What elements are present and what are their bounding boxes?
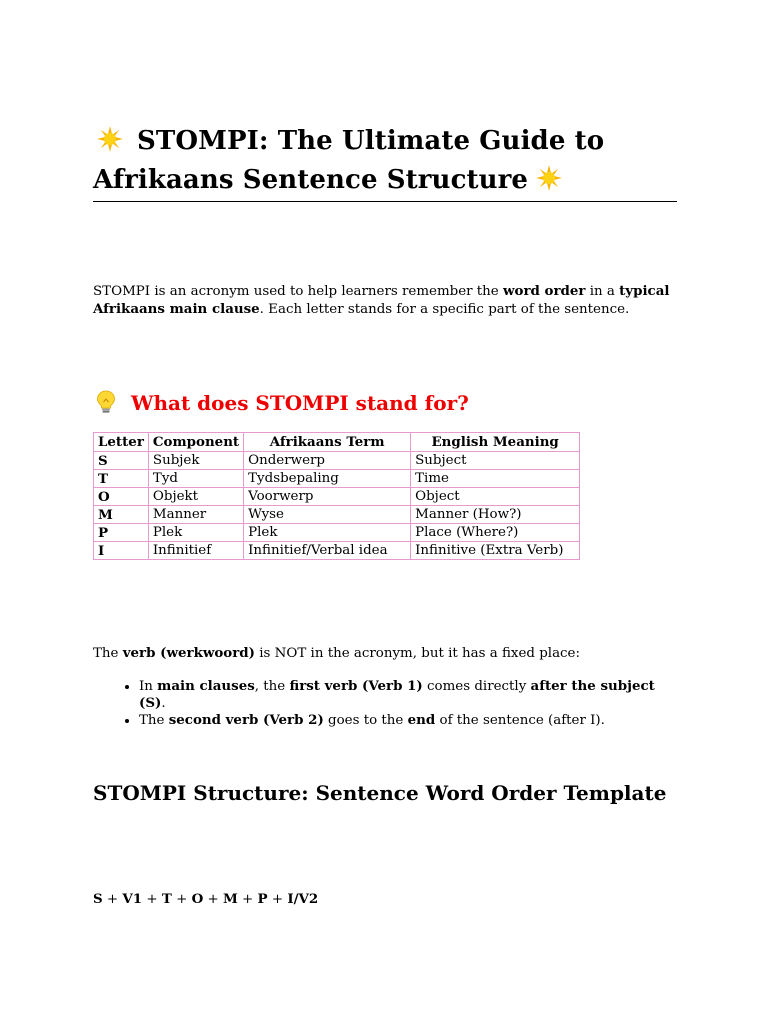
verb-note-text-1: The bbox=[93, 646, 123, 661]
section-heading-text: What does STOMPI stand for? bbox=[131, 391, 469, 415]
sun-icon bbox=[97, 126, 123, 152]
table-cell-afrikaans: Onderwerp bbox=[244, 452, 411, 470]
table-cell-english: Manner (How?) bbox=[411, 506, 580, 524]
table-row bbox=[94, 452, 580, 470]
rule-bold: first verb (Verb 1) bbox=[289, 678, 423, 694]
table-cell-english: Place (Where?) bbox=[411, 524, 580, 542]
structure-heading: STOMPI Structure: Sentence Word Order Template bbox=[93, 781, 667, 805]
table-cell-letter: O bbox=[94, 488, 149, 506]
rule-bold: after the subject (S) bbox=[139, 678, 655, 711]
formula-term: I/V2 bbox=[287, 891, 319, 907]
lightbulb-icon bbox=[95, 390, 117, 414]
table-cell-component: Manner bbox=[148, 506, 243, 524]
table-row bbox=[94, 488, 580, 506]
formula-term: S bbox=[93, 891, 103, 907]
intro-bold-main-clause: typical Afrikaans main clause bbox=[93, 283, 670, 317]
formula-term: M bbox=[222, 891, 238, 907]
sun-icon bbox=[536, 165, 562, 191]
rule-text: comes directly bbox=[422, 679, 531, 694]
intro-text-1: STOMPI is an acronym used to help learners remember the bbox=[93, 284, 503, 299]
table-cell-afrikaans: Wyse bbox=[244, 506, 411, 524]
table-row bbox=[94, 506, 580, 524]
stompi-table bbox=[93, 432, 580, 560]
table-header-letter: Letter bbox=[94, 433, 149, 452]
intro-text-2: in a bbox=[585, 284, 620, 299]
title-divider bbox=[93, 201, 677, 202]
table-cell-component: Plek bbox=[148, 524, 243, 542]
list-item bbox=[139, 678, 677, 712]
formula-operator: + bbox=[171, 892, 192, 907]
rule-text: goes to the bbox=[323, 713, 408, 728]
table-cell-letter: P bbox=[94, 524, 149, 542]
word-order-formula bbox=[93, 890, 318, 909]
table-row bbox=[94, 470, 580, 488]
intro-bold-word-order: word order bbox=[502, 283, 586, 299]
rule-text: of the sentence (after I). bbox=[435, 713, 605, 728]
table-cell-letter: S bbox=[94, 452, 149, 470]
verb-rules-list bbox=[93, 678, 677, 729]
title-line-1: STOMPI: The Ultimate Guide to bbox=[137, 126, 605, 156]
table-header-row bbox=[94, 433, 580, 452]
table-cell-afrikaans: Plek bbox=[244, 524, 411, 542]
table-row bbox=[94, 524, 580, 542]
formula-operator: + bbox=[267, 892, 288, 907]
intro-text-3: . Each letter stands for a specific part of the sentence. bbox=[259, 301, 630, 317]
table-cell-english: Subject bbox=[411, 452, 580, 470]
table-cell-afrikaans: Voorwerp bbox=[244, 488, 411, 506]
rule-bold: main clauses bbox=[157, 678, 255, 694]
formula-operator: + bbox=[102, 892, 123, 907]
intro-paragraph bbox=[93, 283, 677, 318]
rule-text: The bbox=[139, 713, 169, 728]
table-header-afrikaans: Afrikaans Term bbox=[244, 433, 411, 452]
table-cell-component: Objekt bbox=[148, 488, 243, 506]
verb-note-text-2: is NOT in the acronym, but it has a fixed place: bbox=[255, 646, 580, 661]
table-cell-afrikaans: Tydsbepaling bbox=[244, 470, 411, 488]
formula-term: T bbox=[161, 891, 172, 907]
rule-text: , the bbox=[254, 679, 290, 694]
list-item bbox=[139, 712, 677, 729]
verb-note-paragraph bbox=[93, 644, 677, 663]
section-heading-question bbox=[93, 389, 677, 417]
table-header-english: English Meaning bbox=[411, 433, 580, 452]
table-cell-letter: I bbox=[94, 542, 149, 560]
table-row bbox=[94, 542, 580, 560]
table-cell-component: Tyd bbox=[148, 470, 243, 488]
verb-note-bold: verb (werkwoord) bbox=[122, 645, 255, 661]
rule-text: . bbox=[161, 696, 166, 711]
table-header-component: Component bbox=[148, 433, 243, 452]
rule-text: In bbox=[139, 679, 158, 694]
table-cell-component: Infinitief bbox=[148, 542, 243, 560]
formula-term: O bbox=[191, 891, 204, 907]
table-cell-english: Object bbox=[411, 488, 580, 506]
formula-term: V1 bbox=[122, 891, 143, 907]
table-cell-english: Infinitive (Extra Verb) bbox=[411, 542, 580, 560]
table-cell-letter: T bbox=[94, 470, 149, 488]
page-title bbox=[93, 122, 677, 200]
formula-operator: + bbox=[237, 892, 258, 907]
formula-operator: + bbox=[203, 892, 223, 907]
rule-bold: second verb (Verb 2) bbox=[168, 712, 324, 728]
formula-term: P bbox=[257, 891, 268, 907]
table-cell-english: Time bbox=[411, 470, 580, 488]
formula-operator: + bbox=[142, 892, 162, 907]
table-cell-letter: M bbox=[94, 506, 149, 524]
table-cell-afrikaans: Infinitief/Verbal idea bbox=[244, 542, 411, 560]
table-cell-component: Subjek bbox=[148, 452, 243, 470]
title-line-2: Afrikaans Sentence Structure bbox=[93, 165, 529, 195]
rule-bold: end bbox=[407, 712, 436, 728]
